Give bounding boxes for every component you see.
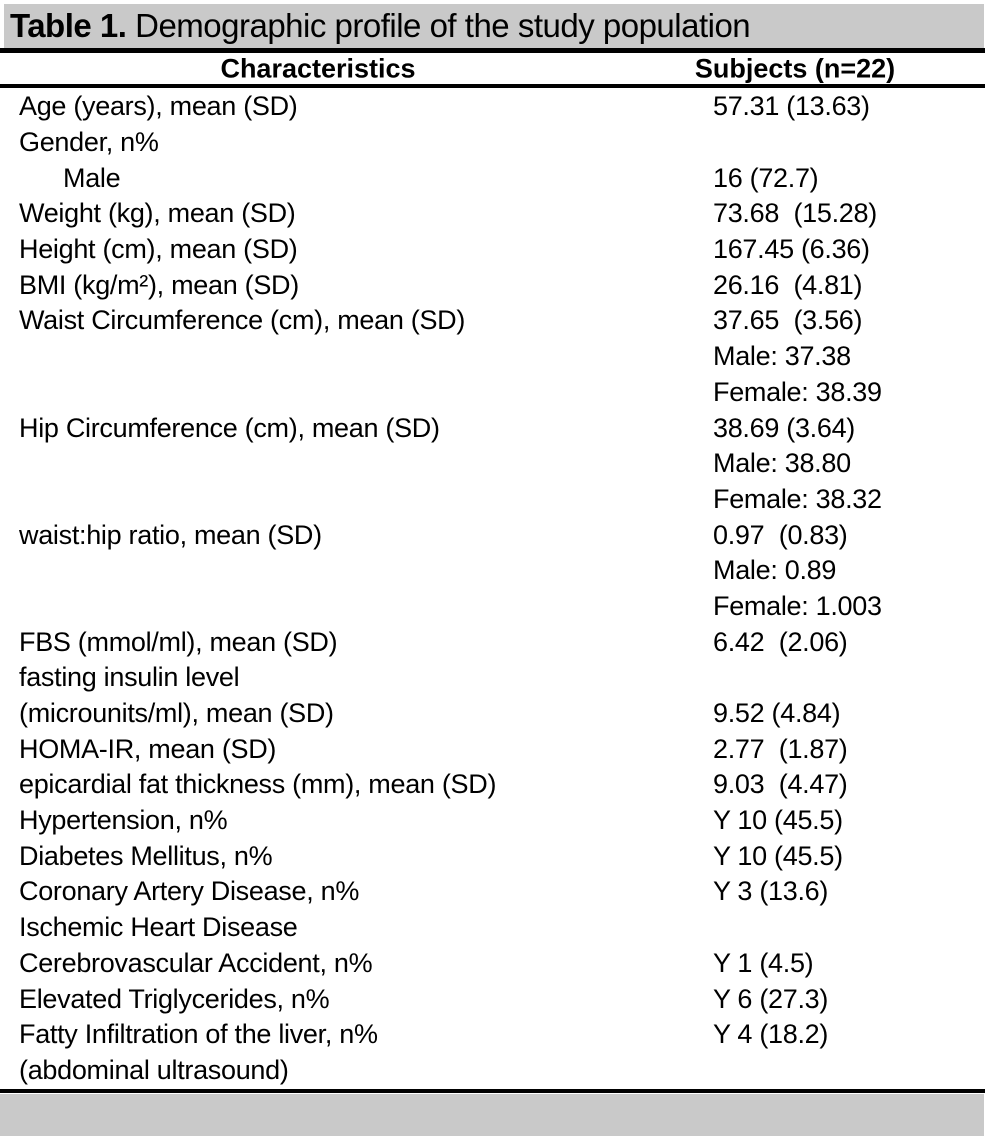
row-value: 37.65 (3.56)	[713, 305, 863, 336]
table-row	[0, 446, 996, 482]
row-label: Hip Circumference (cm), mean (SD)	[19, 412, 440, 443]
row-value: 167.45 (6.36)	[713, 234, 870, 265]
row-label: FBS (mmol/ml), mean (SD)	[19, 626, 338, 657]
table-row	[0, 267, 996, 303]
table-row	[0, 981, 996, 1017]
row-value: Male: 38.80	[713, 448, 851, 479]
table-row	[0, 660, 996, 696]
table-row	[0, 482, 996, 518]
row-label: Ischemic Heart Disease	[19, 912, 298, 943]
row-label: (microunits/ml), mean (SD)	[19, 698, 334, 729]
table-row	[0, 553, 996, 589]
row-label: BMI (kg/m²), mean (SD)	[19, 269, 299, 300]
row-value: 2.77 (1.87)	[713, 733, 848, 764]
table-row	[0, 1017, 996, 1053]
table-row	[0, 160, 996, 196]
table-row	[0, 89, 996, 125]
row-label: Fatty Infiltration of the liver, n%	[19, 1019, 378, 1050]
table-header-row	[0, 53, 985, 84]
table-row	[0, 339, 996, 375]
header-rule	[0, 84, 985, 88]
row-value: Y 1 (4.5)	[713, 947, 814, 978]
row-label: Male	[63, 162, 121, 193]
row-value: Female: 38.39	[713, 376, 882, 407]
row-value: Male: 0.89	[713, 555, 837, 586]
table-row	[0, 838, 996, 874]
row-value: 9.03 (4.47)	[713, 769, 848, 800]
table-row	[0, 589, 996, 625]
row-value: 9.52 (4.84)	[713, 698, 841, 729]
column-header-characteristics: Characteristics	[220, 53, 416, 83]
row-label: Cerebrovascular Accident, n%	[19, 947, 373, 978]
table-row	[0, 1053, 996, 1089]
table-title-text: Demographic profile of the study population	[126, 7, 751, 44]
row-value: 38.69 (3.64)	[713, 412, 855, 443]
row-value: 0.97 (0.83)	[713, 519, 848, 550]
table-row	[0, 910, 996, 946]
table-body	[0, 89, 996, 1088]
table-row	[0, 624, 996, 660]
row-value: Y 10 (45.5)	[713, 805, 843, 836]
row-label: (abdominal ultrasound)	[19, 1054, 289, 1085]
row-label: HOMA-IR, mean (SD)	[19, 733, 277, 764]
row-label: Age (years), mean (SD)	[19, 91, 298, 122]
row-label: epicardial fat thickness (mm), mean (SD)	[19, 769, 497, 800]
table-row	[0, 696, 996, 732]
table-row	[0, 517, 996, 553]
row-value: Y 4 (18.2)	[713, 1019, 829, 1050]
footer-bar	[0, 1094, 984, 1136]
table-row	[0, 125, 996, 161]
row-value: 26.16 (4.81)	[713, 269, 863, 300]
row-value: 16 (72.7)	[713, 162, 819, 193]
row-label: Coronary Artery Disease, n%	[19, 876, 360, 907]
row-label: Elevated Triglycerides, n%	[19, 983, 330, 1014]
row-value: 57.31 (13.63)	[713, 91, 870, 122]
table-row	[0, 731, 996, 767]
row-label: fasting insulin level	[19, 662, 240, 693]
row-value: Y 10 (45.5)	[713, 840, 843, 871]
table-row	[0, 767, 996, 803]
table-row	[0, 946, 996, 982]
row-label: Hypertension, n%	[19, 805, 228, 836]
table-row	[0, 803, 996, 839]
row-value: Y 6 (27.3)	[713, 983, 829, 1014]
row-value: 73.68 (15.28)	[713, 198, 877, 229]
table-title-prefix: Table 1.	[10, 7, 127, 44]
row-value: Male: 37.38	[713, 341, 851, 372]
table-row	[0, 874, 996, 910]
table-title-bar	[4, 4, 984, 48]
table-row	[0, 303, 996, 339]
table-row	[0, 196, 996, 232]
column-header-subjects: Subjects (n=22)	[694, 53, 896, 83]
table-row	[0, 375, 996, 411]
row-label: Waist Circumference (cm), mean (SD)	[19, 305, 466, 336]
bottom-rule	[0, 1089, 985, 1093]
row-label: Gender, n%	[19, 127, 159, 158]
table-row	[0, 410, 996, 446]
row-value: 6.42 (2.06)	[713, 626, 848, 657]
table-row	[0, 232, 996, 268]
row-label: Weight (kg), mean (SD)	[19, 198, 296, 229]
row-value: Female: 1.003	[713, 590, 882, 621]
row-label: Height (cm), mean (SD)	[19, 234, 298, 265]
row-label: waist:hip ratio, mean (SD)	[19, 519, 322, 550]
row-value: Y 3 (13.6)	[713, 876, 829, 907]
row-label: Diabetes Mellitus, n%	[19, 840, 273, 871]
row-value: Female: 38.32	[713, 483, 882, 514]
